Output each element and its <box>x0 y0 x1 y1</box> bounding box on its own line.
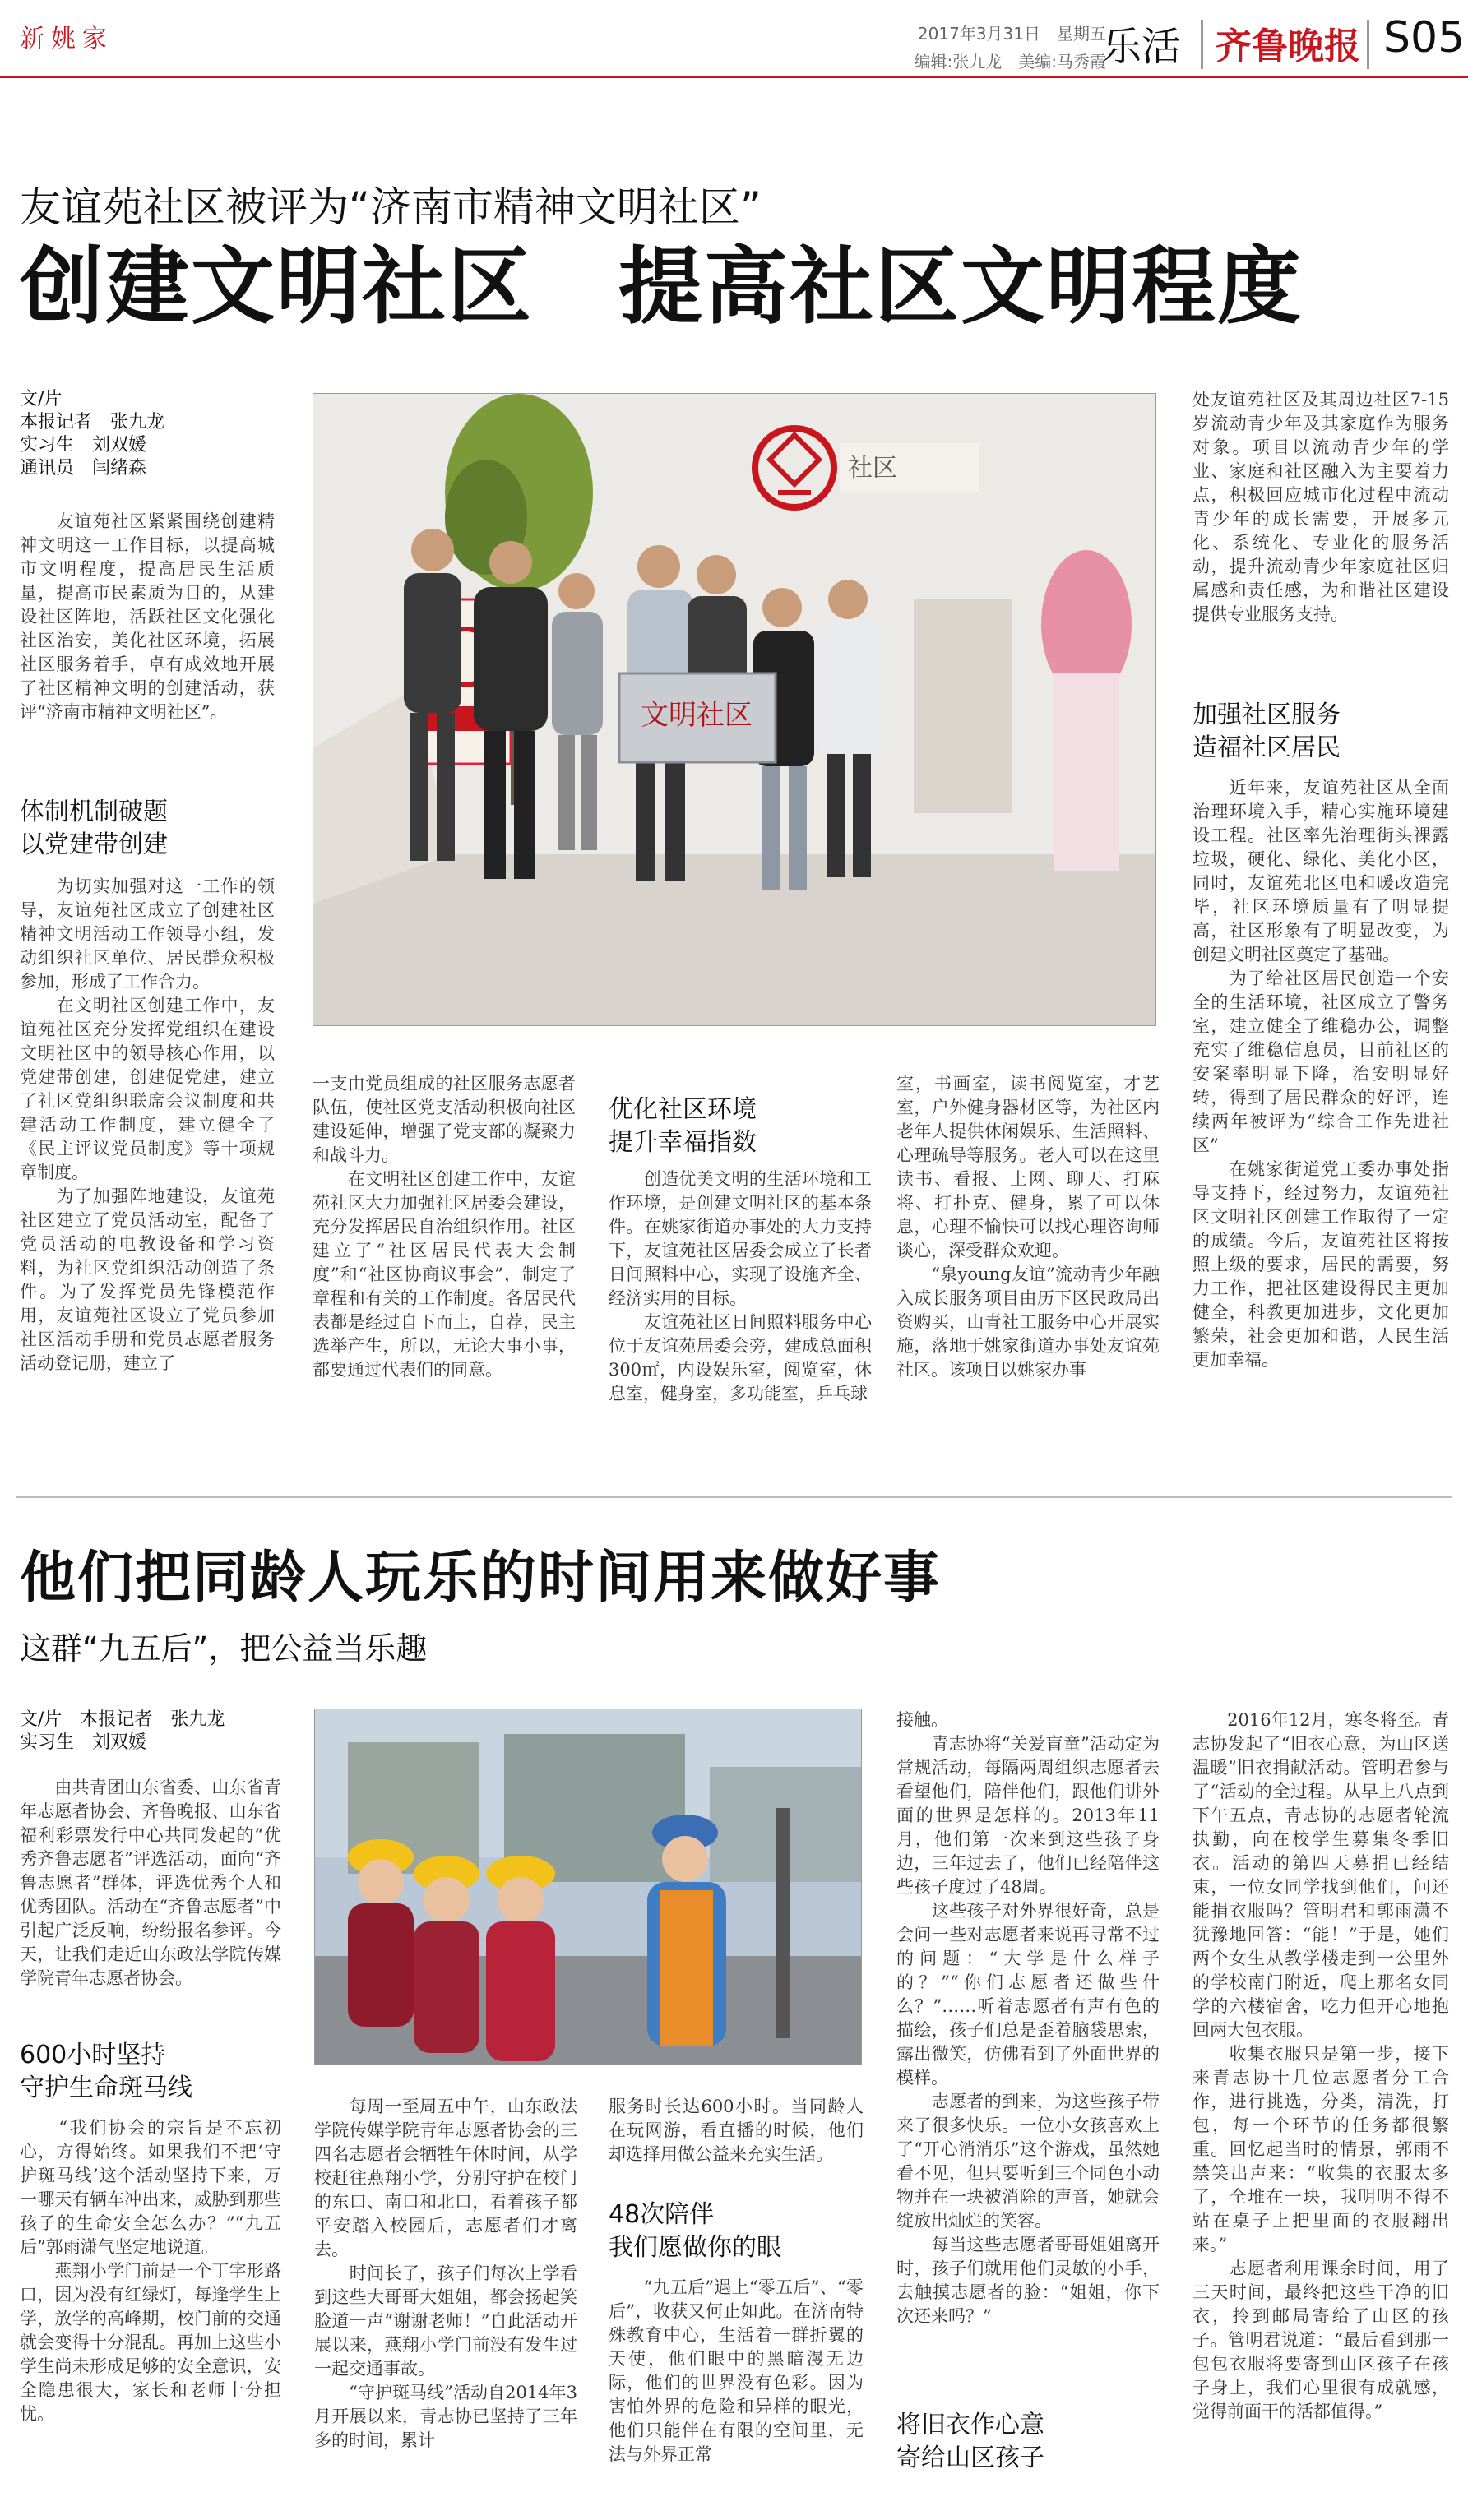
section-label: 新姚家 <box>20 25 113 53</box>
article2-col4: 接触。 青志协将“关爱盲童”活动定为常规活动，每隔两周组织志愿者去看望他们，陪伴他们，跟他们讲外面的世界是怎样的。2013年11月，他们第一次来到这些孩子身边，三年过去了，他们已经陪伴这些孩子度过了48周。 这些孩子对外界很好奇，总是会问一些对志愿者来说再寻常不过的问题：“大学是什么样子的？”“你们志愿者还做些什么？”……听着志愿者有声有色的描绘，孩子们总是歪着脑袋思索，露出微笑，仿佛看到了外面世界的模样。 志愿者的到来，为这些孩子带来了很多快乐。一位小女孩喜欢上了“开心消消乐”这个游戏，虽然她看不见，但只要听到三个同色小动物并在一块被消除的声音，她就会绽放出灿烂的笑容。 每当这些志愿者哥哥姐姐离开时，孩子们就用他们灵敏的小手，去触摸志愿者的脸：“姐姐，你下次还来吗？” <box>896 1710 1160 2326</box>
article1-headline: 创建文明社区 提高社区文明程度 <box>20 238 1303 336</box>
article-divider <box>16 1496 1452 1498</box>
column-brand: 乐活 <box>1102 24 1182 70</box>
article1-subhead-1: 体制机制破题 以党建带创建 <box>20 798 168 859</box>
article1-kicker: 友谊苑社区被评为“济南市精神文明社区” <box>20 183 762 231</box>
article1-photo <box>313 393 1156 1026</box>
article2-subhead-3: 将旧衣作心意 寄给山区孩子 <box>896 2411 1044 2472</box>
editor-line: 编辑:张九龙 美编:马秀霞 <box>914 52 1106 72</box>
header-rule <box>0 76 1468 78</box>
date-line: 2017年3月31日 星期五 <box>917 24 1106 44</box>
article2-col1-intro: 由共青团山东省委、山东省青年志愿者协会、齐鲁晚报、山东省福利彩票发行中心共同发起的“优秀齐鲁志愿者”评选活动，面向“齐鲁志愿者”群体，评选优秀个人和优秀团队。活动在“齐鲁志愿者”中引起广泛反响，纷纷报名参评。今天，让我们走近山东政法学院传媒学院青年志愿者协会。 <box>20 1778 281 1988</box>
article1-byline <box>20 388 291 480</box>
plaque <box>619 673 776 762</box>
header-divider <box>1367 20 1369 69</box>
article1-col5-top: 处友谊苑社区及其周边社区7-15岁流动青少年及其家庭作为服务对象。项目以流动青少年的学业、家庭和社区融入为主要着力点，积极回应城市化过程中流动青少年的成长需要，开展多元化、系统化、专业化的服务活动，提升流动青少年家庭社区归属感和责任感，为和谐社区建设提供专业服务支持。 <box>1192 390 1449 624</box>
svg-text:社区: 社区 <box>848 454 897 483</box>
header-divider <box>1201 20 1203 69</box>
group-photo-illustration <box>313 394 1155 1025</box>
byline-line: 通讯员 闫绪森 <box>20 458 147 479</box>
article2-col1-body: “我们协会的宗旨是不忘初心，方得始终。如果我们不把‘守护斑马线’这个活动坚持下来，万一哪天有辆车冲出来，威胁到那些孩子的生命安全怎么办？”“九五后”郭雨潇气坚定地说道。 燕翔小学门前是一个丁字形路口，因为没有红绿灯，每逢学生上学，放学的高峰期，校门前的交通就会变得十分混乱。再加上这些小学生尚未形成足够的安全意识，安全隐患很大，家长和老师十分担忧。 <box>20 2118 281 2424</box>
article1-subhead-2: 优化社区环境 提升幸福指数 <box>609 1095 757 1157</box>
byline-line: 实习生 刘双媛 <box>20 435 147 455</box>
page-number: S05 <box>1383 13 1466 62</box>
article2-col5: 2016年12月，寒冬将至。青志协发起了“旧衣心意，为山区送温暖”旧衣捐献活动。管明君参与了“活动的全过程。从早上八点到下午五点，青志协的志愿者轮流执勤，向在校学生募集冬季旧衣。活动的第四天募捐已经结束，一位女同学找到他们，问还能捐衣服吗？管明君和郭雨潇不犹豫地回答：“能！”于是，她们两个女生从教学楼走到一公里外的学校南门附近，爬上那名女同学的六楼宿舍，吃力但开心地抱回两大包衣服。 收集衣服只是第一步，接下来青志协十几位志愿者分工合作，进行挑选，分类，清洗，打包，每一个环节的任务都很繁重。回忆起当时的情景，郭雨不禁笑出声来：“收集的衣服太多了，全堆在一块，我明明不得不站在桌子上把里面的衣服翻出来。” 志愿者利用课余时间，用了三天时间，最终把这些干净的旧衣，拎到邮局寄给了山区的孩子。管明君说道：“最后看到那一包包衣服将要寄到山区孩子在孩子身上，我们心里很有成就感，觉得前面干的活都值得。” <box>1192 1710 1449 2421</box>
article2-kicker: 这群“九五后”，把公益当乐趣 <box>20 1630 428 1667</box>
article1-col4: 室，书画室，读书阅览室，才艺室，户外健身器材区等，为社区内老年人提供休闲娱乐、生活照料、心理疏导等服务。老人可以在这里读书、看报、上网、聊天、打麻将、打扑克、健身，累了可以休息，心理不愉快可以找心理咨询师谈心，深受群众欢迎。 “泉young友谊”流动青少年融入成长服务项目由历下区民政局出资购买，山青社工服务中心开展实施，落地于姚家街道办事处友谊苑社区。该项目以姚家办事 <box>896 1074 1160 1380</box>
byline-line: 实习生 刘双媛 <box>20 1732 147 1753</box>
article2-col3-body: “九五后”遇上“零五后”、“零后”，收获又何止如此。在济南特殊教育中心，生活着一群折翼的天使，他们眼中的黑暗漫无边际，他们的世界没有色彩。因为害怕外界的危险和异样的眼光，他们只能伴在有限的空间里，无法与外界正常 <box>609 2277 864 2464</box>
article1-col1-intro: 友谊苑社区紧紧围绕创建精神文明这一工作目标，以提高城市文明程度，提高居民生活质量，提高市民素质为目的，从建设社区阵地，活跃社区文化强化社区治安，美化社区环境，拓展社区服务着手，卓有成效地开展了社区精神文明的创建活动，获评“济南市精神文明社区”。 <box>20 511 275 722</box>
volunteers-photo-illustration <box>315 1709 861 2065</box>
article2-col2: 每周一至周五中午，山东政法学院传媒学院青年志愿者协会的三四名志愿者会牺牲午休时间，从学校赶往燕翔小学，分别守护在校门的东口、南口和北口，看着孩子都平安踏入校园后，志愿者们才离去。 时间长了，孩子们每次上学看到这些大哥哥大姐姐，都会扬起笑脸道一声“谢谢老师！”自此活动开展以来，燕翔小学门前没有发生过一起交通事故。 “守护斑马线”活动自2014年3月开展以来，青志协已坚持了三年多的时间，累计 <box>314 2097 577 2450</box>
article1-col5-body: 近年来，友谊苑社区从全面治理环境入手，精心实施环境建设工程。社区率先治理街头裸露垃圾，硬化、绿化、美化小区，同时，友谊苑北区电和暖改造完毕，社区环境质量有了明显提高，社区形象有了明显改变，为创建文明社区奠定了基础。 为了给社区居民创造一个安全的生活环境，社区成立了警务室，建立健全了维稳办公，调整充实了维稳信息员，目前社区的安案率明显下降，治安明显好转，得到了居民群众的好评，连续两年被评为“综合工作先进社区” 在姚家街道党工委办事处指导支持下，经过努力，友谊苑社区文明社区创建工作取得了一定的成绩。今后，友谊苑社区将按照上级的要求，居民的需要，努力工作，把社区建设得民主更加健全，科教更加进步，文化更加繁荣，社会更加和谐，人民生活更加幸福。 <box>1192 778 1449 1370</box>
article2-photo <box>314 1709 862 2065</box>
byline-line: 文/片 <box>20 389 63 409</box>
article2-subhead-1: 600小时坚持 守护生命斑马线 <box>20 2041 192 2102</box>
article1-col3: 创造优美文明的生活环境和工作环境，是创建文明社区的基本条件。在姚家街道办事处的大力支持下，友谊苑社区居委会成立了长者日间照料中心，实现了设施齐全、经济实用的目标。 友谊苑社区日间照料服务中心位于友谊苑居委会旁，建成总面积300㎡，内设娱乐室，阅览室，休息室，健身室，多功能室，乒乓球 <box>609 1169 872 1403</box>
byline-line: 文/片 本报记者 张九龙 <box>20 1709 225 1730</box>
article1-col2: 一支由党员组成的社区服务志愿者队伍，使社区党支活动积极向社区建设延伸，增强了党支部的凝聚力和战斗力。 在文明社区创建工作中，友谊苑社区大力加强社区居委会建设，充分发挥居民自治组织作用。社区建立了“社区居民代表大会制度”和“社区协商议事会”，制定了章程和有关的工作制度。各居民代表都是经过自下而上，自荐，民主选举产生，所以，无论大事小事，都要通过代表们的同意。 <box>313 1074 576 1380</box>
byline-line: 本报记者 张九龙 <box>20 412 165 432</box>
issue-meta <box>915 20 1106 76</box>
article2-byline <box>20 1709 291 1755</box>
article1-subhead-3: 加强社区服务 造福社区居民 <box>1192 701 1341 762</box>
article2-col3-top: 服务时长达600小时。当同龄人在玩网游，看直播的时候，他们却选择用做公益来充实生活。 <box>609 2097 864 2164</box>
paper-logo: 齐鲁晚报 <box>1216 25 1360 67</box>
article2-headline: 他们把同龄人玩乐的时间用来做好事 <box>20 1546 942 1611</box>
plaque-text: 文明社区 <box>641 699 753 732</box>
article2-subhead-2: 48次陪伴 我们愿做你的眼 <box>609 2200 781 2262</box>
article1-col1-body: 为切实加强对这一工作的领导，友谊苑社区成立了创建社区精神文明活动工作领导小组，发动组织社区单位、居民群众积极参加，形成了工作合力。 在文明社区创建工作中，友谊苑社区充分发挥党组织在建设文明社区中的领导核心作用，以党建带创建，创建促党建，建立了社区党组织联席会议制度和共建活动工作制度，建立健全了《民主评议党员制度》等十项规章制度。 为了加强阵地建设，友谊苑社区建立了党员活动室，配备了党员活动的电教设备和学习资料，为社区党组织活动创造了条件。为了发挥党员先锋模范作用，友谊苑社区设立了党员参加社区活动手册和党员志愿者服务活动登记册，建立了 <box>20 876 275 1373</box>
